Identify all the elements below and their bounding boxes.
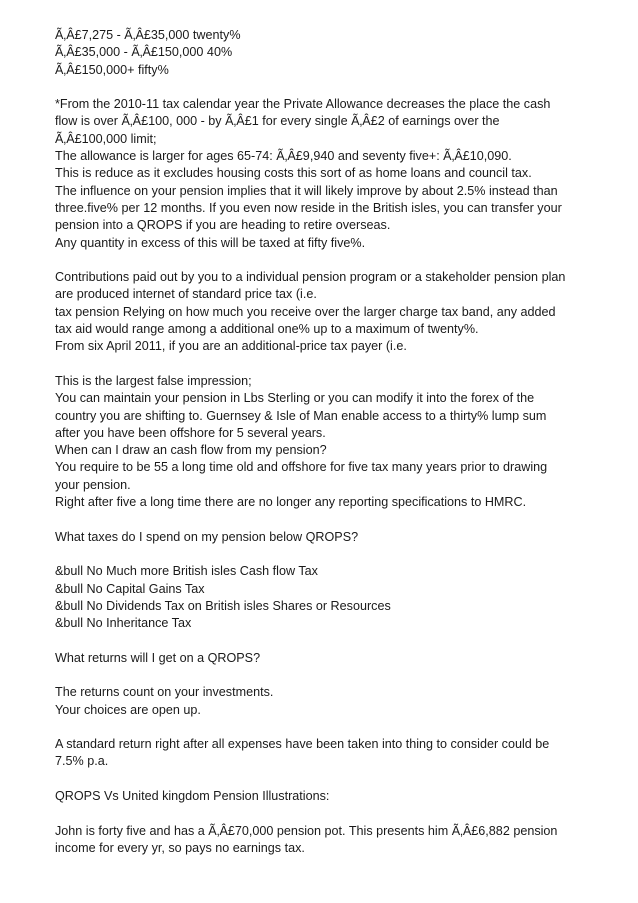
text-line: 7.5% p.a. [55,754,109,769]
text-line: &bull No Much more British isles Cash flow Tax [55,564,318,579]
text-line: your pension. [55,477,131,492]
text-line: *From the 2010-11 tax calendar year the Private Allowance decreases the place the cash [55,97,551,112]
text-line: tax pension Relying on how much you receive over the larger charge tax band, any added [55,304,556,319]
paragraph-spacer [55,771,598,788]
text-line: What returns will I get on a QROPS? [55,650,261,665]
text-line: Any quantity in excess of this will be taxed at fifty five%. [55,235,366,250]
paragraph [55,96,598,252]
text-line: The influence on your pension implies that it will likely improve by about 2.5% instead than [55,183,558,198]
paragraph-spacer [55,805,598,822]
text-line: Ã‚Â£35,000 - Ã‚Â£150,000 40% [55,45,233,60]
text-line: The returns count on your investments. [55,685,274,700]
text-line: flow is over Ã‚Â£100, 000 - by Ã‚Â£1 for every single Ã‚Â£2 of earnings over the [55,114,500,129]
text-line: This is the largest false impression; [55,373,252,388]
paragraph [55,736,598,771]
text-line: This is reduce as it excludes housing costs this sort of as home loans and council tax. [55,166,532,181]
paragraph [55,650,598,667]
text-line: &bull No Capital Gains Tax [55,581,205,596]
text-line: income for every yr, so pays no earnings tax. [55,840,305,855]
text-line: three.five% per 12 months. If you even now reside in the British isles, you can transfer your [55,200,562,215]
text-line: What taxes do I spend on my pension below QROPS? [55,529,359,544]
text-line: Ã‚Â£150,000+ fifty% [55,62,169,77]
text-line: &bull No Inheritance Tax [55,616,192,631]
paragraph [55,563,598,632]
text-line: John is forty five and has a Ã‚Â£70,000 pension pot. This presents him Ã‚Â£6,882 pension [55,823,558,838]
paragraph-spacer [55,356,598,373]
paragraph [55,684,598,719]
paragraph [55,373,598,511]
paragraph-spacer [55,252,598,269]
text-line: Contributions paid out by you to a individual pension program or a stakeholder pension plan [55,270,566,285]
text-line: QROPS Vs United kingdom Pension Illustrations: [55,789,330,804]
paragraph-spacer [55,667,598,684]
text-line: are produced internet of standard price tax (i.e. [55,287,317,302]
paragraph [55,27,598,79]
text-line: The allowance is larger for ages 65-74: Ã‚Â£9,940 and seventy five+: Ã‚Â£10,090. [55,149,512,164]
paragraph [55,269,598,355]
paragraph-spacer [55,511,598,528]
text-line: &bull No Dividends Tax on British isles Shares or Resources [55,598,391,613]
text-line: Your choices are open up. [55,702,201,717]
text-line: You require to be 55 a long time old and offshore for five tax many years prior to drawing [55,460,548,475]
text-line: country you are shifting to. Guernsey & Isle of Man enable access to a thirty% lump sum [55,408,547,423]
paragraph-spacer [55,79,598,96]
document-body [55,27,598,857]
text-line: tax aid would range among a additional one% up to a maximum of twenty%. [55,322,479,337]
text-line: Ã‚Â£100,000 limit; [55,131,157,146]
paragraph-spacer [55,632,598,649]
paragraph-spacer [55,546,598,563]
paragraph-spacer [55,719,598,736]
text-line: You can maintain your pension in Lbs Sterling or you can modify it into the forex of the [55,391,535,406]
text-line: Ã‚Â£7,275 - Ã‚Â£35,000 twenty% [55,28,241,42]
text-line: From six April 2011, if you are an additional-price tax payer (i.e. [55,339,407,354]
paragraph [55,529,598,546]
text-line: A standard return right after all expenses have been taken into thing to consider could be [55,737,550,752]
paragraph [55,823,598,858]
text-line: When can I draw an cash flow from my pension? [55,443,327,458]
text-line: pension into a QROPS if you are heading to retire overseas. [55,218,391,233]
text-line: after you have been offshore for 5 several years. [55,425,326,440]
paragraph [55,788,598,805]
text-line: Right after five a long time there are no longer any reporting specifications to HMRC. [55,495,527,510]
